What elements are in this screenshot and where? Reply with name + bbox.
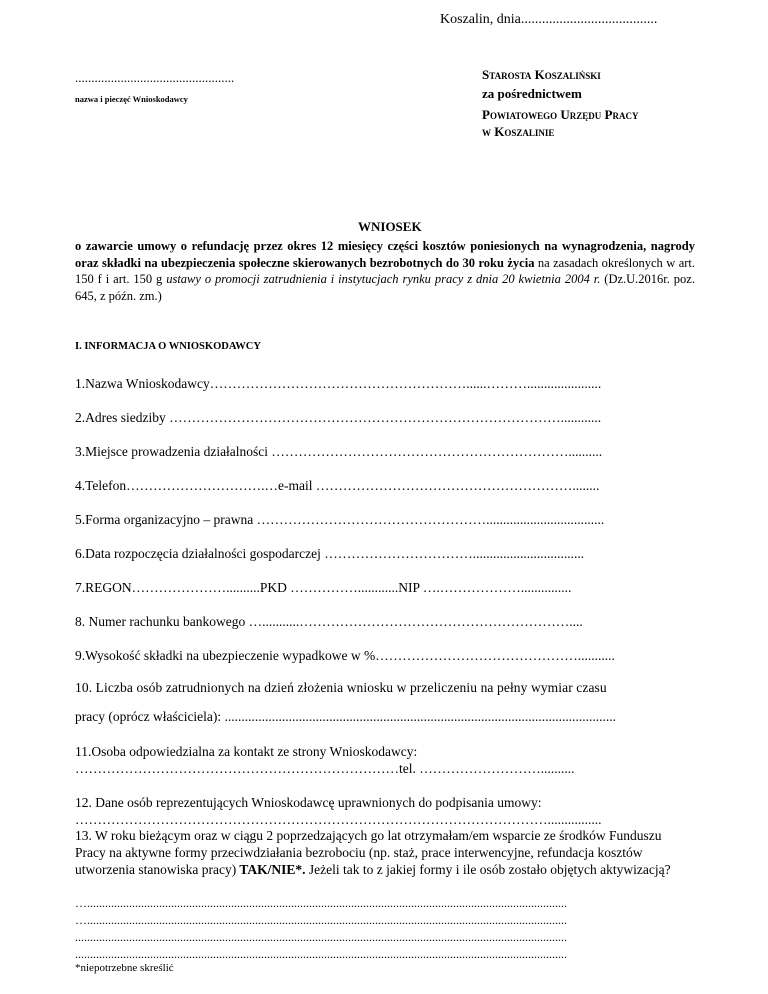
footnote-visible: *niepotrzebne skreślić bbox=[75, 962, 174, 974]
field-support-line4[interactable]: .................................................................................................................................................................... bbox=[75, 947, 567, 961]
recipient-line2: za pośrednictwem bbox=[482, 86, 582, 101]
recipient-line3: Powiatowego Urzędu Pracy bbox=[482, 107, 639, 122]
field-applicant-name[interactable]: 1.Nazwa Wnioskodawcy…………………………………………………......………...................... bbox=[75, 376, 602, 391]
recipient-line1: Starosta Koszaliński bbox=[482, 67, 601, 82]
support-text: 13. W roku bieżącym oraz w ciągu 2 poprzedzających go lat otrzymałam/em wsparcie ze środków Funduszu Pracy na aktywne formy przeciwdziałania bezrobociu (np. staż, prace interwencyjne, refundacja kosztów utworzenia stanowiska pracy) bbox=[75, 828, 662, 877]
support-text2: Jeżeli tak to z jakiej formy i ile osób zostało objętych aktywizacją? bbox=[305, 862, 671, 877]
applicant-caption: nazwa i pieczęć Wnioskodawcy bbox=[75, 94, 188, 104]
intro-normal: na zasadach określonych w art. 150 f i art. 150 g bbox=[75, 255, 696, 286]
field-contact-label: 11.Osoba odpowiedzialna za kontakt ze strony Wnioskodawcy: bbox=[75, 744, 418, 759]
applicant-dots: ................................................. bbox=[75, 70, 235, 85]
field-address[interactable]: 2.Adres siedziby ……………………………………………………………………………............ bbox=[75, 410, 602, 425]
field-support-question bbox=[75, 827, 695, 878]
field-legal-form[interactable]: 5.Forma organizacyjno – prawna ……………………………………………................................... bbox=[75, 512, 605, 527]
section-heading: I. INFORMACJA O WNIOSKODAWCY bbox=[75, 341, 261, 352]
field-accident-contribution[interactable]: 9.Wysokość składki na ubezpieczenie wypadkowe w %………………………………………........... bbox=[75, 648, 615, 663]
field-employees-line2[interactable]: pracy (oprócz właściciela): .................................................................................................................... bbox=[75, 709, 617, 724]
intro-italic: ustawy o promocji zatrudnienia i instytucjach rynku pracy z dnia 20 kwietnia 2004 r. bbox=[166, 272, 601, 286]
support-yes-no[interactable]: TAK/NIE*. bbox=[236, 862, 306, 877]
intro-bold: o zawarcie umowy o refundację przez okres 12 miesięcy części kosztów poniesionych na wynagrodzenia, nagrody oraz składki na ubezpieczenia społeczne skierowanych bezrobotnych do 30 roku życia bbox=[75, 239, 695, 270]
intro-paragraph bbox=[75, 238, 695, 304]
intro-end: (Dz.U.2016r. poz. 645, z późn. zm.) bbox=[75, 272, 695, 303]
field-business-location[interactable]: 3.Miejsce prowadzenia działalności ………………………………………………………….......... bbox=[75, 444, 603, 459]
field-support-line2[interactable]: …................................................................................................................................................................ bbox=[75, 913, 567, 927]
field-regon-pkd-nip[interactable]: 7.REGON…………………..........PKD ……………............NIP ….………………............... bbox=[75, 580, 572, 595]
field-bank-account[interactable]: 8. Numer rachunku bankowego …...........…………………………………………………….... bbox=[75, 614, 583, 629]
field-contact-dots[interactable]: ………………………………………………………………tel. ……………………….......... bbox=[75, 761, 575, 776]
field-representatives-label: 12. Dane osób reprezentujących Wnioskodawcę uprawnionych do podpisania umowy: bbox=[75, 795, 542, 810]
field-representatives-dots[interactable]: ……………………………………………………………………………………………................ bbox=[75, 812, 602, 827]
place-date: Koszalin, dnia....................................... bbox=[440, 12, 658, 27]
field-employees-line1: 10. Liczba osób zatrudnionych na dzień złożenia wniosku w przeliczeniu na pełny wymiar czasu bbox=[75, 680, 607, 695]
recipient-line4: w Koszalinie bbox=[482, 124, 555, 139]
document-title: WNIOSEK bbox=[358, 219, 422, 234]
field-phone-email[interactable]: 4.Telefon………………………….…e-mail …………………………………………………........ bbox=[75, 478, 600, 493]
field-support-line3[interactable]: .................................................................................................................................................................... bbox=[75, 930, 567, 944]
field-start-date[interactable]: 6.Data rozpoczęcia działalności gospodarczej ……………………………................................. bbox=[75, 546, 585, 561]
field-support-line1[interactable]: …................................................................................................................................................................ bbox=[75, 896, 567, 910]
